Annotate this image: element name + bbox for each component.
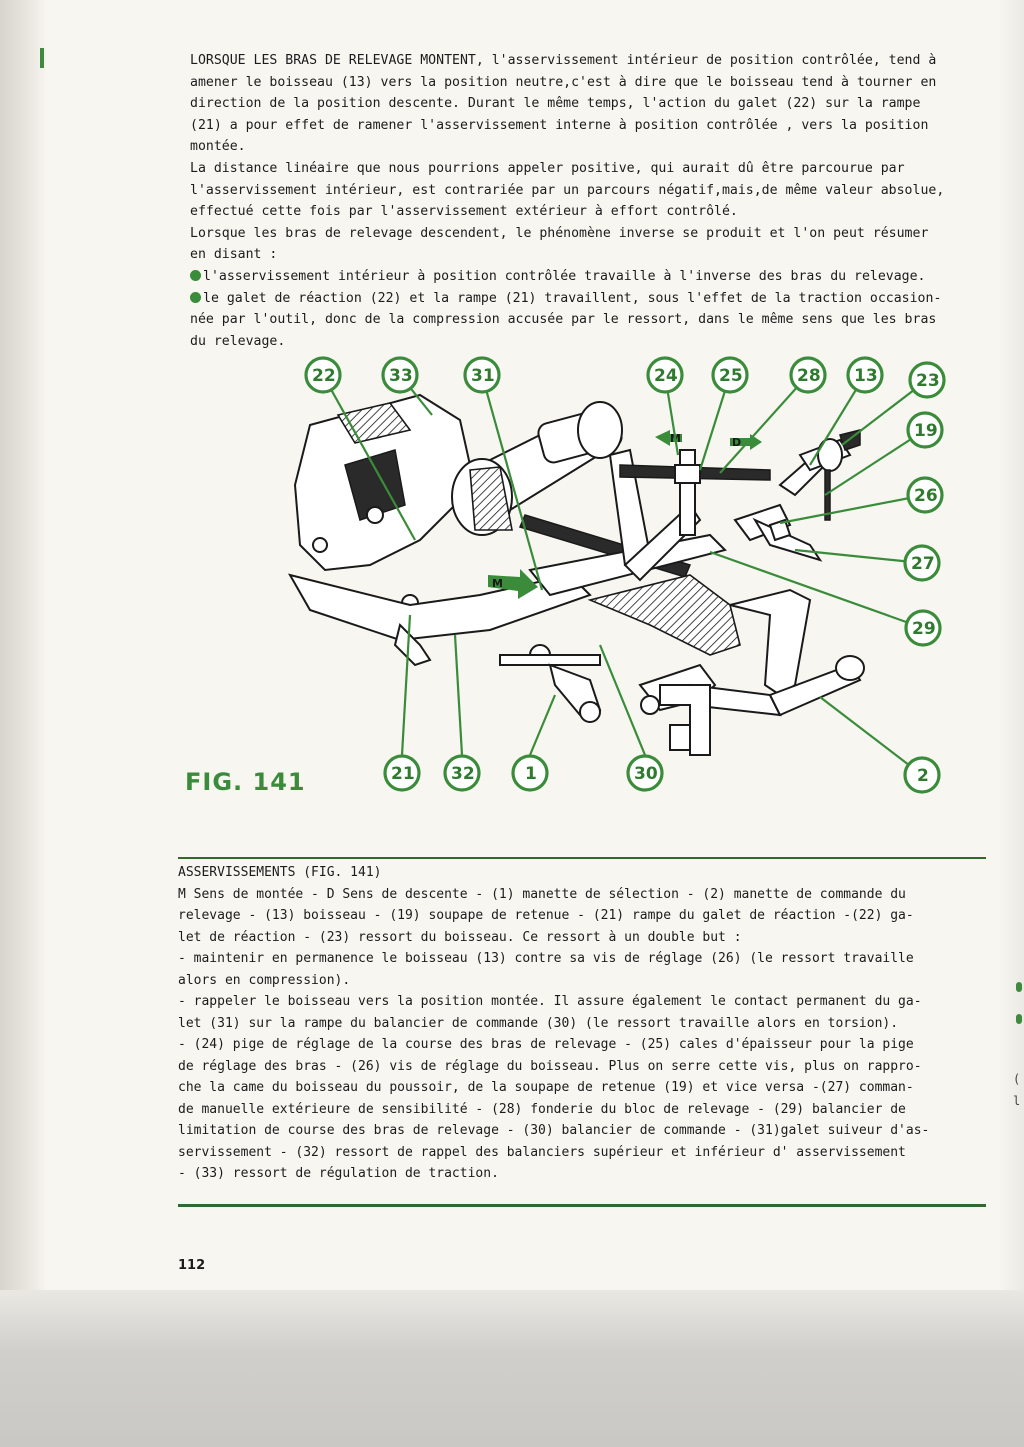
figure-caption [178, 862, 986, 1185]
paragraph-line: montée. [190, 139, 246, 155]
callout-33 [383, 358, 417, 392]
svg-text:22: 22 [312, 366, 336, 386]
svg-text:26: 26 [914, 486, 938, 506]
svg-text:13: 13 [854, 366, 878, 386]
svg-text:19: 19 [914, 421, 938, 441]
caption-line: - rappeler le boisseau vers la position montée. Il assure également le contact permanent du ga- [178, 994, 922, 1009]
caption-line: M Sens de montée - D Sens de descente - (1) manette de sélection - (2) manette de commande du [178, 886, 906, 902]
paragraph-line: Lorsque les bras de relevage descendent, le phénomène inverse se produit et l'on peut résumer [190, 225, 929, 241]
caption-line: de manuelle extérieure de sensibilité - (28) fonderie du bloc de relevage - (29) balancier de [178, 1101, 906, 1117]
side-green-dot [1016, 982, 1022, 992]
bullet-text: l'asservissement intérieur à position contrôlée travaille à l'inverse des bras du relevage. [203, 268, 926, 284]
caption-line: de réglage des bras - (26) vis de réglage du boisseau. Plus on serre cette vis, plus on rappro- [178, 1058, 922, 1074]
spool-assembly-drawing [735, 430, 860, 560]
callout-2 [905, 758, 939, 792]
svg-text:28: 28 [797, 366, 821, 386]
svg-text:23: 23 [916, 371, 940, 391]
green-bullet-icon [190, 292, 201, 303]
paragraph-line: La distance linéaire que nous pourrions appeler positive, qui aurait dû être parcourue par [190, 160, 905, 176]
svg-text:2: 2 [917, 766, 929, 786]
callout-31 [465, 358, 499, 392]
side-mark: ( [1013, 1072, 1021, 1086]
bullet-continuation: née par l'outil, donc de la compression accusée par le ressort, dans le même sens que les bras [190, 312, 937, 328]
caption-title: ASSERVISSEMENTS (FIG. 141) [178, 865, 382, 880]
caption-top-rule [178, 857, 986, 859]
callout-32 [445, 756, 479, 790]
callout-25 [713, 358, 747, 392]
callout-21 [385, 756, 419, 790]
cylinder-drawing [452, 402, 624, 535]
green-bullet-icon [190, 270, 201, 281]
figure-141 [170, 355, 990, 815]
paragraph-line: direction de la position descente. Durant le même temps, l'action du galet (22) sur la rampe [190, 96, 921, 112]
svg-text:32: 32 [451, 764, 475, 784]
callout-29 [906, 611, 940, 645]
figure-label: FIG. 141 [185, 768, 306, 796]
page-number: 112 [178, 1258, 206, 1273]
caption-line: - (33) ressort de régulation de traction. [178, 1166, 499, 1181]
caption-line: let de réaction - (23) ressort du boisseau. Ce ressort à un double but : [178, 929, 742, 945]
paragraph-line: amener le boisseau (13) vers la position neutre,c'est à dire que le boisseau tend à tourner en [190, 74, 937, 90]
side-green-dot [1016, 1014, 1022, 1024]
paragraph-line: effectué cette fois par l'asservissement extérieur à effort contrôlé. [190, 204, 738, 220]
paragraph-line: en disant : [190, 247, 278, 263]
bullet-item [190, 266, 990, 288]
caption-bottom-rule [178, 1204, 986, 1207]
arrow-d-label: D [732, 436, 742, 449]
bullet-item [190, 288, 990, 310]
gutter-green-mark [40, 48, 44, 68]
mechanism-illustration [170, 355, 990, 815]
callout-27 [905, 546, 939, 580]
callout-26 [908, 478, 942, 512]
callout-19 [908, 413, 942, 447]
callout-1 [513, 756, 547, 790]
caption-line: relevage - (13) boisseau - (19) soupape de retenue - (21) rampe du galet de réaction -(22) ga- [178, 908, 914, 923]
caption-line: - maintenir en permanence le boisseau (13) contre sa vis de réglage (26) (le ressort travaille [178, 951, 914, 966]
scan-bottom-shadow [0, 1290, 1024, 1447]
callout-23 [910, 363, 944, 397]
svg-text:33: 33 [389, 366, 413, 386]
svg-text:27: 27 [911, 554, 935, 574]
caption-line: che la came du boisseau du poussoir, de la soupape de retenue (19) et vice versa -(27) comman- [178, 1080, 914, 1095]
callout-28 [791, 358, 825, 392]
callout-30 [628, 756, 662, 790]
callout-13 [848, 358, 882, 392]
caption-line: let (31) sur la rampe du balancier de commande (30) (le ressort travaille alors en torsion). [178, 1015, 899, 1031]
side-mark: l [1013, 1094, 1021, 1108]
paragraph-line: l'asservissement intérieur, est contrariée par un parcours négatif,mais,de même valeur absolue, [190, 182, 945, 198]
svg-text:25: 25 [719, 366, 743, 386]
arrow-m-lower-label: M [492, 577, 503, 590]
paragraph-line: LORSQUE LES BRAS DE RELEVAGE MONTENT, l'asservissement intérieur de position contrôlée, tend à [190, 53, 937, 68]
caption-line: limitation de course des bras de relevage - (30) balancier de commande - (31)galet suiveur d'as- [178, 1123, 930, 1138]
callout-24 [648, 358, 682, 392]
page-gutter-shadow [0, 0, 48, 1290]
caption-line: servissement - (32) ressort de rappel des balanciers supérieur et inférieur d' asservissement [178, 1144, 906, 1160]
svg-text:1: 1 [525, 764, 537, 784]
svg-text:21: 21 [391, 764, 415, 784]
paragraph-line: (21) a pour effet de ramener l'asservissement interne à position contrôlée , vers la position [190, 117, 929, 133]
svg-text:30: 30 [634, 764, 658, 784]
bullet-continuation: du relevage. [190, 333, 286, 349]
bullet-text: le galet de réaction (22) et la rampe (21) travaillent, sous l'effet de la traction occasion- [203, 290, 942, 306]
caption-line: - (24) pige de réglage de la course des bras de relevage - (25) cales d'épaisseur pour la pige [178, 1037, 914, 1052]
body-text [190, 50, 990, 352]
caption-line: alors en compression). [178, 972, 351, 988]
svg-text:31: 31 [471, 366, 495, 386]
svg-text:24: 24 [654, 366, 678, 386]
callout-22 [306, 358, 340, 392]
arrow-m-label: M [670, 432, 681, 445]
svg-text:29: 29 [912, 619, 936, 639]
